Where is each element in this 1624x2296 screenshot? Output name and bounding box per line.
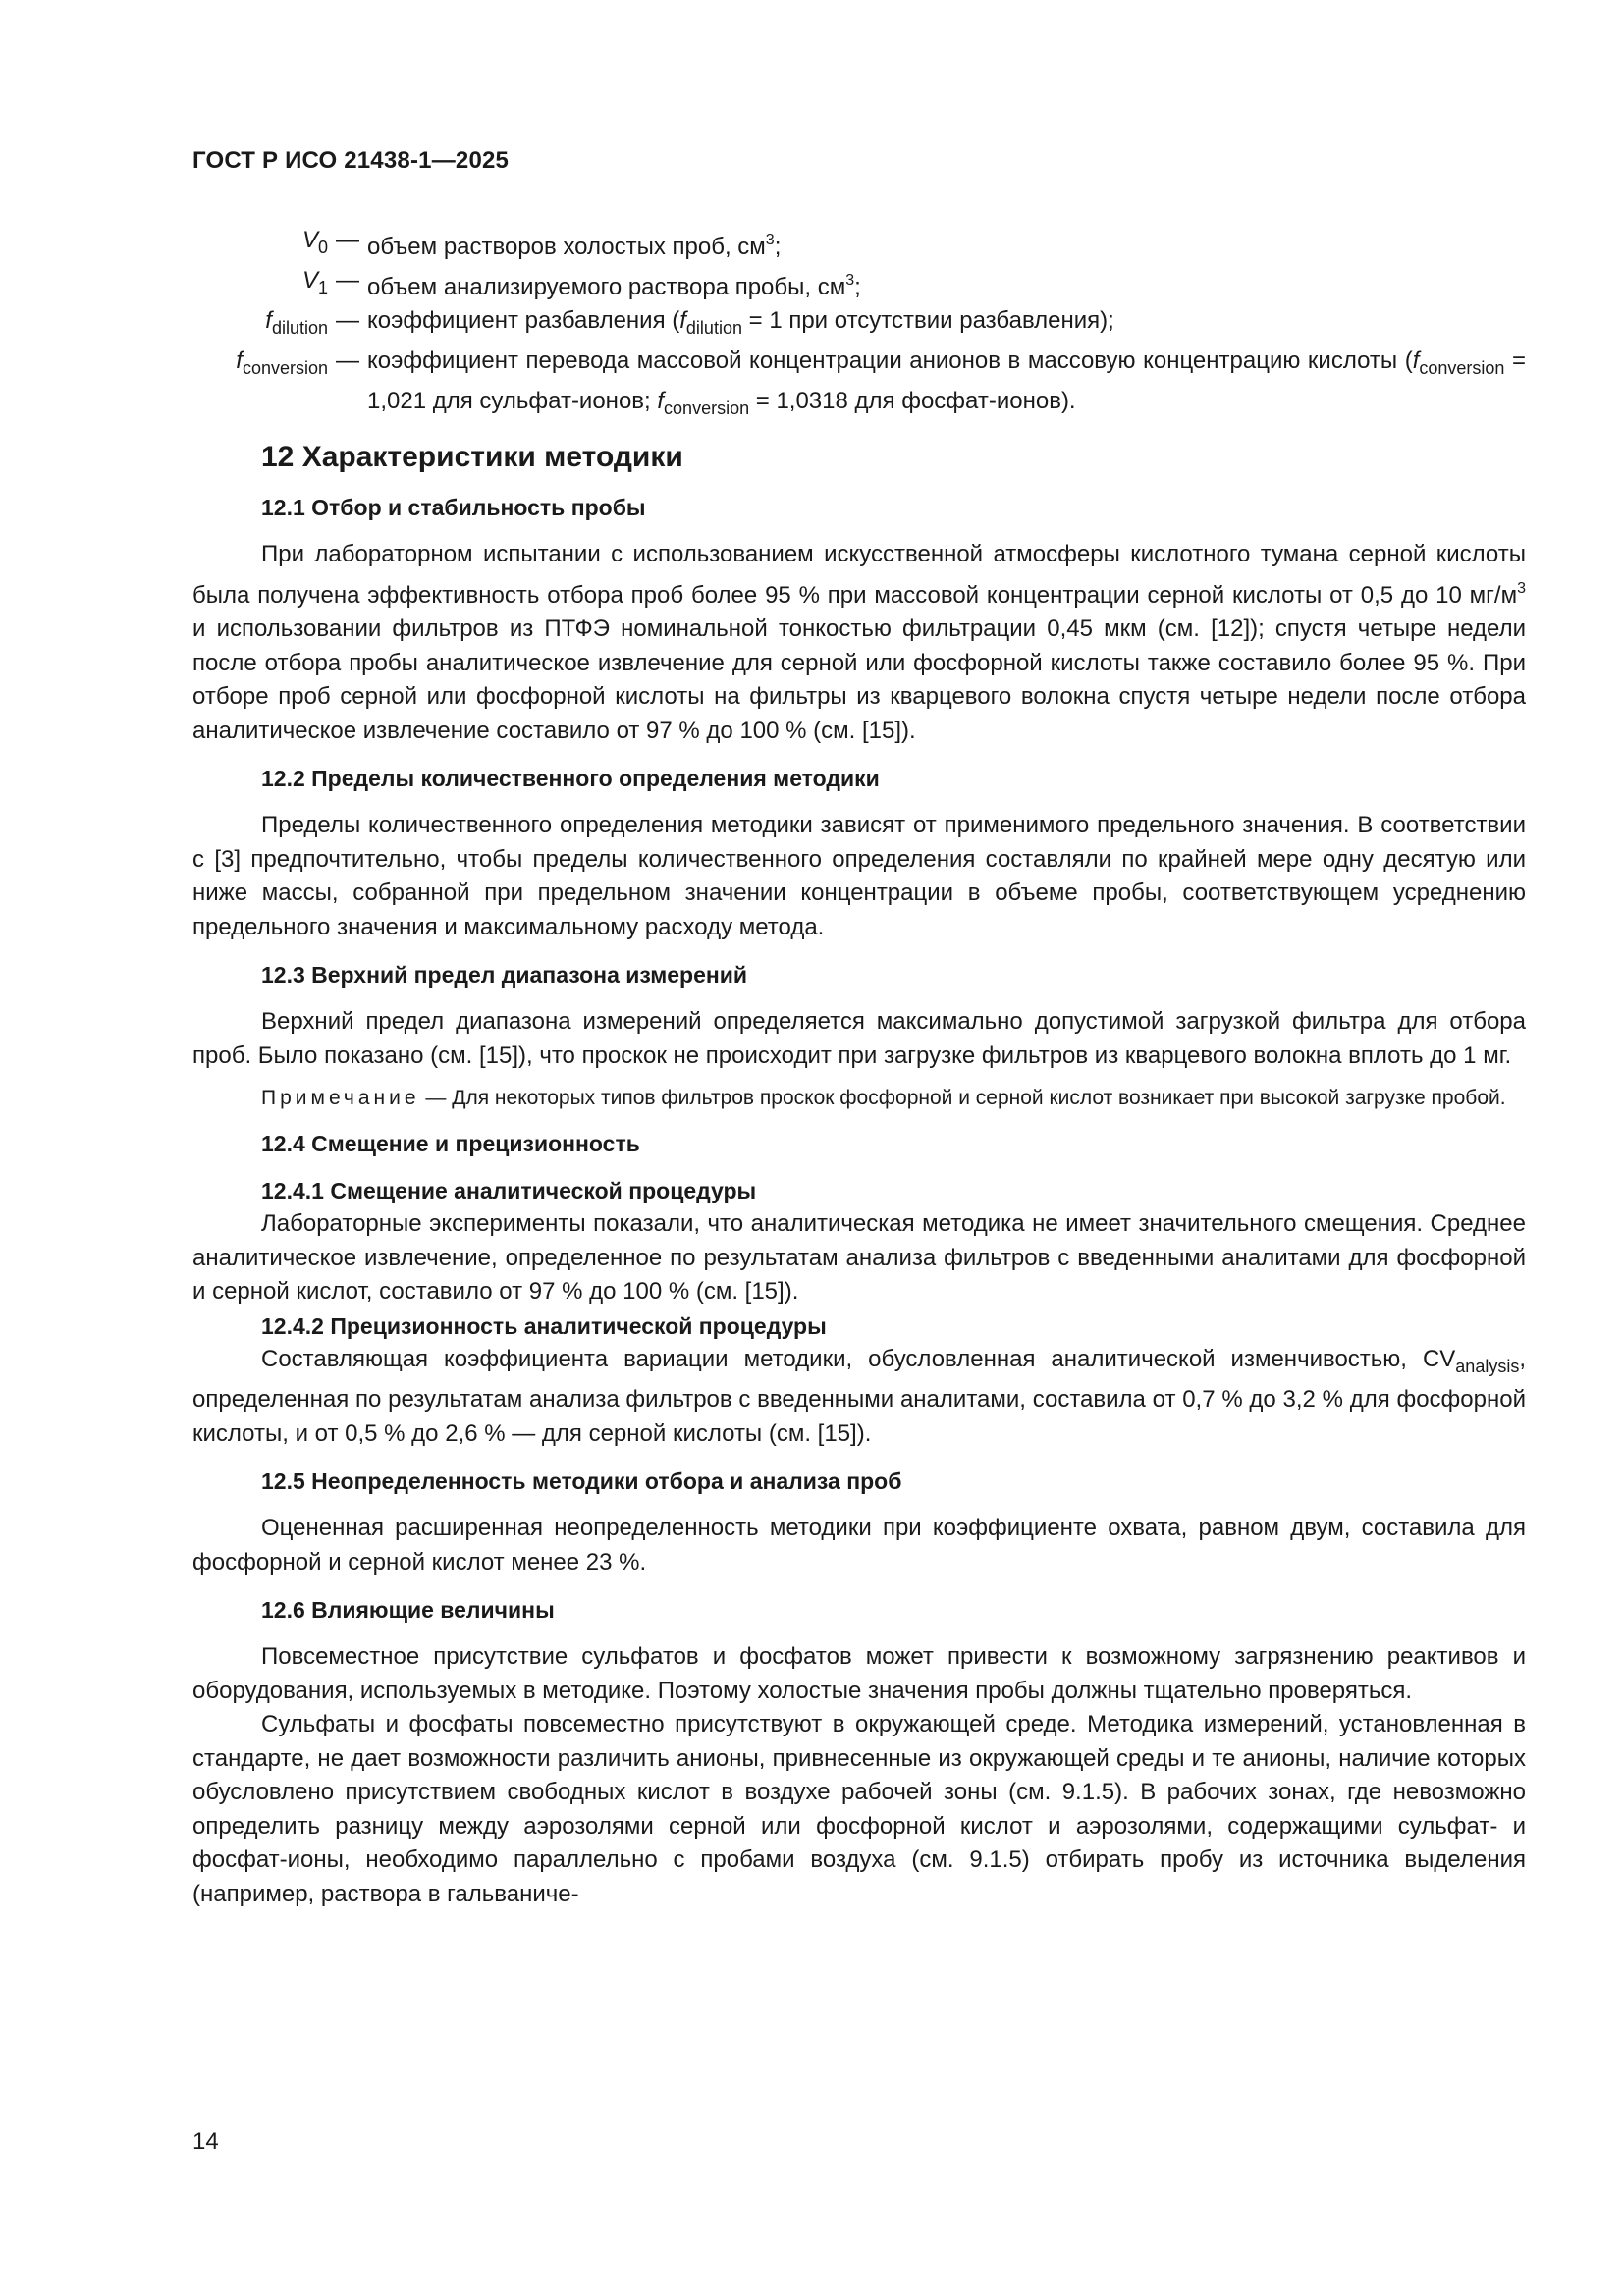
definition-row: $V_1$ — объем анализируемого раствора пробы, $см^3$; [192,264,1526,304]
section-12-4 [192,1127,1526,1451]
paragraph: Сульфаты и фосфаты повсеместно присутствуют в окружающей среде. Методика измерений, установленная в стандарте, не дает возможности различить анионы, привнесенные из окружающей среды и те анионы, наличие которых обусловлено присутствием свободных кислот в воздухе рабочей зоны (см. 9.1.5). В рабочих зонах, где невозможно определить разницу между аэрозолями серной или фосфорной кислот и аэрозолями, содержащими сульфат- и фосфат-ионы, необходимо параллельно с пробами воздуха (см. 9.1.5) отбирать пробу из источника выделения (например, раствора в гальваниче- [192,1711,1526,1907]
definition-row: $f_{dilution}$ — коэффициент разбавления ($f_{dilution} = 1$ при отсутствии разбавления); [192,304,1526,345]
paragraph: Повсеместное присутствие сульфатов и фосфатов может привести к возможному загрязнению реактивов и оборудования, используемых в методике. Поэтому холостые значения пробы должны тщательно проверяться. [192,1643,1526,1704]
section-12-2 [192,762,1526,944]
definition-text: объем анализируемого раствора пробы, $см^3$; [367,272,861,300]
page-number: 14 [192,2128,219,2155]
paragraph: Составляющая коэффициента вариации методики, обусловленная аналитической изменчивостью, $CV_{analysis}$, определенная по результатам анализа фильтров с введенными аналитами, составила от 0,7 % до 3,2 % для фосфорной кислоты, и от 0,5 % до 2,6 % — для серной кислоты (см. [15]). [192,1345,1526,1447]
paragraph: Верхний предел диапазона измерений определяется максимально допустимой загрузкой фильтра для отбора проб. Было показано (см. [15]), что проскок не происходит при загрузке фильтров из кварцевого волокна вплоть до 1 мг. [192,1008,1526,1069]
subsubsection-title: 12.4.2 Прецизионность аналитической процедуры [261,1312,827,1339]
definition-text: коэффициент перевода массовой концентрации анионов в массовую концентрацию кислоты ($f_{conversion} = 1,021$ для сульфат-ионов; $f_{conversion} = 1,0318$ для фосфат-ионов). [367,347,1527,418]
definition-row: $f_{conversion}$ — коэффициент перевода массовой концентрации анионов в массовую концентрацию кислоты ($f_{conversion} = 1,021$ для сульфат-ионов; $f_{conversion} = 1,0318$ для фосфат-ионов). [192,345,1526,425]
paragraph: При лабораторном испытании с использованием искусственной атмосферы кислотного тумана серной кислоты была получена эффективность отбора проб более 95 % при массовой концентрации серной кислоты от 0,5 до 10 $мг/м^3$ и использовании фильтров из ПТФЭ номинальной тонкостью фильтрации 0,45 мкм (см. [12]); спустя четыре недели после отбора пробы аналитическое извлечение для серной или фосфорной кислоты также составило более 95 %. При отборе проб серной или фосфорной кислоты на фильтры из кварцевого волокна спустя четыре недели после отбора аналитическое извлечение составило от 97 % до 100 % (см. [15]). [192,541,1526,744]
document-header: ГОСТ Р ИСО 21438-1—2025 [192,147,510,174]
symbol: $V_0$ [301,227,328,257]
note-label: Примечание [261,1087,420,1109]
definition-text: объем растворов холостых проб, $см^3$; [367,232,782,260]
section-title: 12 Характеристики методики [261,441,683,473]
section-12-3 [192,958,1526,1113]
document-body [192,438,1526,1925]
subsection-title: 12.5 Неопределенность методики отбора и анализа проб [261,1468,902,1494]
symbol: $f_{conversion}$ [236,347,328,378]
document-page [192,0,1526,2296]
subsection-title: 12.6 Влияющие величины [261,1597,555,1623]
subsection-title: 12.3 Верхний предел диапазона измерений [261,962,748,988]
symbol: $V_1$ [301,267,328,297]
paragraph: Пределы количественного определения методики зависят от применимого предельного значения. В соответствии с [3] предпочтительно, чтобы пределы количественного определения составляли по крайней мере одну десятую или ниже массы, собранной при предельном значении концентрации в объеме пробы, соответствующем усреднению предельного значения и максимальному расходу метода. [192,812,1526,940]
paragraph: Оцененная расширенная неопределенность методики при коэффициенте охвата, равном двум, составила для фосфорной и серной кислот менее 23 %. [192,1515,1526,1575]
subsubsection-title: 12.4.1 Смещение аналитической процедуры [261,1178,757,1203]
section-12-5 [192,1465,1526,1579]
section-12-6 [192,1593,1526,1911]
paragraph: Лабораторные эксперименты показали, что аналитическая методика не имеет значительного смещения. Среднее аналитическое извлечение, определенное по результатам анализа фильтров с введенными аналитами для фосфорной и серной кислот, составило от 97 % до 100 % (см. [15]). [192,1210,1526,1305]
subsection-title: 12.2 Пределы количественного определения методики [261,766,880,791]
symbol-definitions [192,224,1526,425]
definition-row: $V_0$ — объем растворов холостых проб, $см^3$; [192,224,1526,264]
section-12-1 [192,491,1526,748]
symbol: $f_{dilution}$ [265,307,328,338]
definition-text: коэффициент разбавления ($f_{dilution} = 1$ при отсутствии разбавления); [367,307,1114,338]
note: Примечание — Для некоторых типов фильтров проскок фосфорной и серной кислот возникает при высокой загрузке пробой. [261,1087,1506,1109]
subsection-title: 12.1 Отбор и стабильность пробы [261,495,646,520]
subsection-title: 12.4 Смещение и прецизионность [261,1131,640,1156]
